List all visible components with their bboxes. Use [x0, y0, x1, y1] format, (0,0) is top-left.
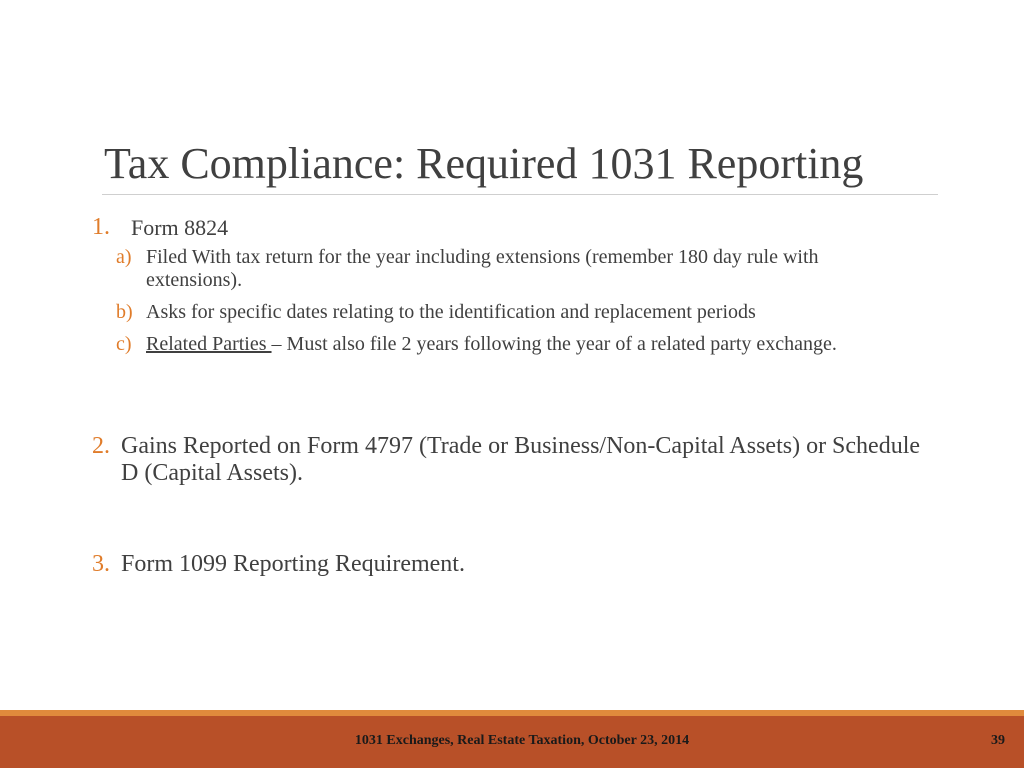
page-number: 39 [991, 733, 1005, 748]
sub-text: Asks for specific dates relating to the identification and replacement periods [146, 301, 756, 323]
sub-letter: a) [116, 246, 132, 268]
footer-text: 1031 Exchanges, Real Estate Taxation, October 23, 2014 [354, 733, 690, 748]
footer-accent-stripe [0, 710, 1024, 716]
sub-text-rest: – Must also file 2 years following the year of a related party exchange. [271, 333, 837, 355]
list-text: Form 8824 [131, 215, 229, 240]
list-item-1 [92, 214, 932, 241]
sub-item-c [116, 333, 916, 356]
list-item-2 [92, 433, 932, 487]
sub-letter: c) [116, 333, 132, 355]
slide-title: Tax Compliance: Required 1031 Reporting [104, 139, 864, 188]
list-item-3 [92, 551, 932, 578]
sub-item-b [116, 301, 916, 324]
list-number: 3. [92, 551, 110, 577]
title-divider [102, 194, 938, 195]
sub-letter: b) [116, 301, 133, 323]
list-number: 1. [92, 214, 110, 240]
list-text: Gains Reported on Form 4797 (Trade or Business/Non-Capital Assets) or Schedule D (Capital Assets). [121, 433, 921, 486]
list-number: 2. [92, 433, 110, 459]
sub-text [146, 333, 916, 356]
list-text: Form 1099 Reporting Requirement. [121, 551, 465, 577]
related-parties-term: Related Parties [146, 333, 272, 355]
sub-text: Filed With tax return for the year including extensions (remember 180 day rule with extensions). [146, 246, 819, 291]
sub-item-a [116, 246, 916, 292]
